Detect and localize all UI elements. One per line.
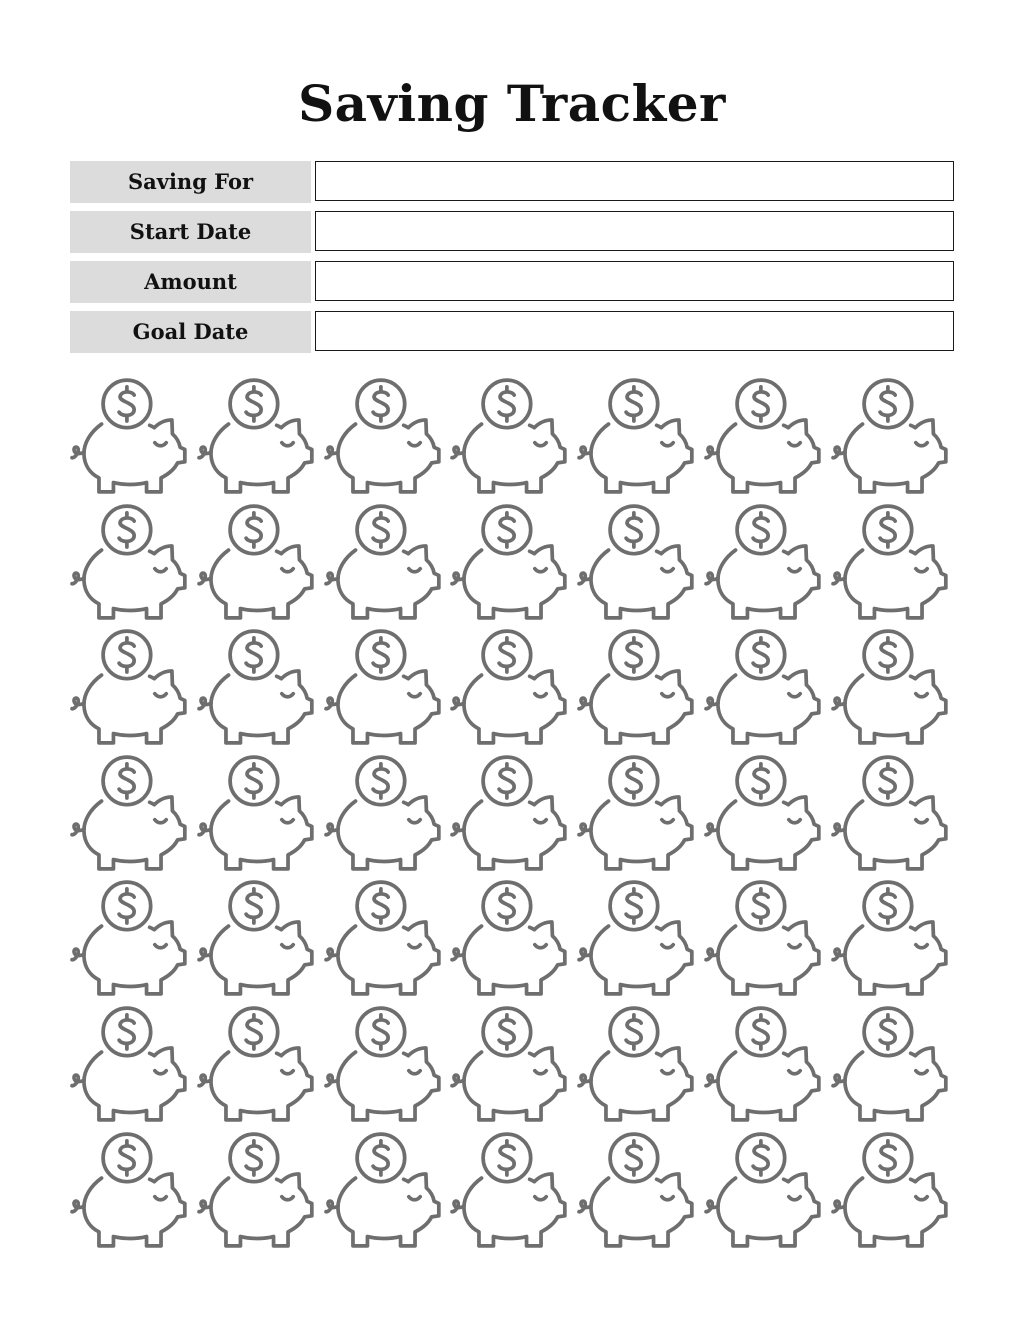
piggy-bank-coin-icon[interactable] (831, 755, 951, 873)
page-title: Saving Tracker (298, 74, 726, 133)
piggy-bank-coin-icon[interactable] (197, 1132, 317, 1250)
piggy-bank-coin-icon[interactable] (70, 1132, 190, 1250)
piggy-bank-coin-icon[interactable] (831, 1132, 951, 1250)
piggy-bank-coin-icon[interactable] (450, 1006, 570, 1124)
piggy-bank-coin-icon[interactable] (577, 755, 697, 873)
piggy-bank-coin-icon[interactable] (70, 1006, 190, 1124)
piggy-bank-coin-icon[interactable] (577, 880, 697, 998)
piggy-bank-coin-icon[interactable] (831, 880, 951, 998)
piggy-bank-coin-icon[interactable] (577, 504, 697, 622)
piggy-bank-coin-icon[interactable] (197, 880, 317, 998)
info-fields (70, 161, 956, 361)
piggy-bank-coin-icon[interactable] (324, 378, 444, 496)
goal-date-input[interactable] (315, 311, 954, 351)
piggy-bank-coin-icon[interactable] (577, 629, 697, 747)
piggy-bank-coin-icon[interactable] (704, 1006, 824, 1124)
piggy-bank-coin-icon[interactable] (831, 504, 951, 622)
start-date-input[interactable] (315, 211, 954, 251)
piggy-bank-coin-icon[interactable] (70, 629, 190, 747)
piggy-bank-coin-icon[interactable] (831, 1006, 951, 1124)
piggy-bank-coin-icon[interactable] (70, 378, 190, 496)
piggy-bank-coin-icon[interactable] (704, 880, 824, 998)
piggy-bank-coin-icon[interactable] (450, 755, 570, 873)
piggy-bank-coin-icon[interactable] (704, 378, 824, 496)
piggy-bank-coin-icon[interactable] (324, 1006, 444, 1124)
piggy-bank-coin-icon[interactable] (70, 504, 190, 622)
amount-input[interactable] (315, 261, 954, 301)
piggy-bank-coin-icon[interactable] (197, 378, 317, 496)
piggy-bank-coin-icon[interactable] (197, 504, 317, 622)
piggy-bank-coin-icon[interactable] (831, 629, 951, 747)
start-date-label: Start Date (70, 211, 311, 253)
piggy-bank-coin-icon[interactable] (324, 755, 444, 873)
piggy-bank-coin-icon[interactable] (450, 504, 570, 622)
piggy-bank-coin-icon[interactable] (450, 880, 570, 998)
piggy-bank-coin-icon[interactable] (70, 880, 190, 998)
field-row-start-date (70, 211, 956, 253)
piggy-bank-tracker-grid (70, 378, 958, 1248)
piggy-bank-coin-icon[interactable] (704, 504, 824, 622)
piggy-bank-coin-icon[interactable] (704, 755, 824, 873)
amount-label: Amount (70, 261, 311, 303)
piggy-bank-coin-icon[interactable] (577, 378, 697, 496)
piggy-bank-coin-icon[interactable] (70, 755, 190, 873)
piggy-bank-coin-icon[interactable] (197, 1006, 317, 1124)
saving-for-input[interactable] (315, 161, 954, 201)
piggy-bank-coin-icon[interactable] (324, 504, 444, 622)
piggy-bank-coin-icon[interactable] (704, 629, 824, 747)
piggy-bank-coin-icon[interactable] (197, 629, 317, 747)
piggy-bank-coin-icon[interactable] (324, 880, 444, 998)
field-row-goal-date (70, 311, 956, 353)
piggy-bank-coin-icon[interactable] (450, 1132, 570, 1250)
saving-for-label: Saving For (70, 161, 311, 203)
field-row-saving-for (70, 161, 956, 203)
piggy-bank-coin-icon[interactable] (324, 1132, 444, 1250)
piggy-bank-coin-icon[interactable] (577, 1132, 697, 1250)
piggy-bank-coin-icon[interactable] (450, 378, 570, 496)
piggy-bank-coin-icon[interactable] (831, 378, 951, 496)
piggy-bank-coin-icon[interactable] (577, 1006, 697, 1124)
piggy-bank-coin-icon[interactable] (450, 629, 570, 747)
piggy-bank-coin-icon[interactable] (324, 629, 444, 747)
piggy-bank-coin-icon[interactable] (704, 1132, 824, 1250)
field-row-amount (70, 261, 956, 303)
goal-date-label: Goal Date (70, 311, 311, 353)
piggy-bank-coin-icon[interactable] (197, 755, 317, 873)
